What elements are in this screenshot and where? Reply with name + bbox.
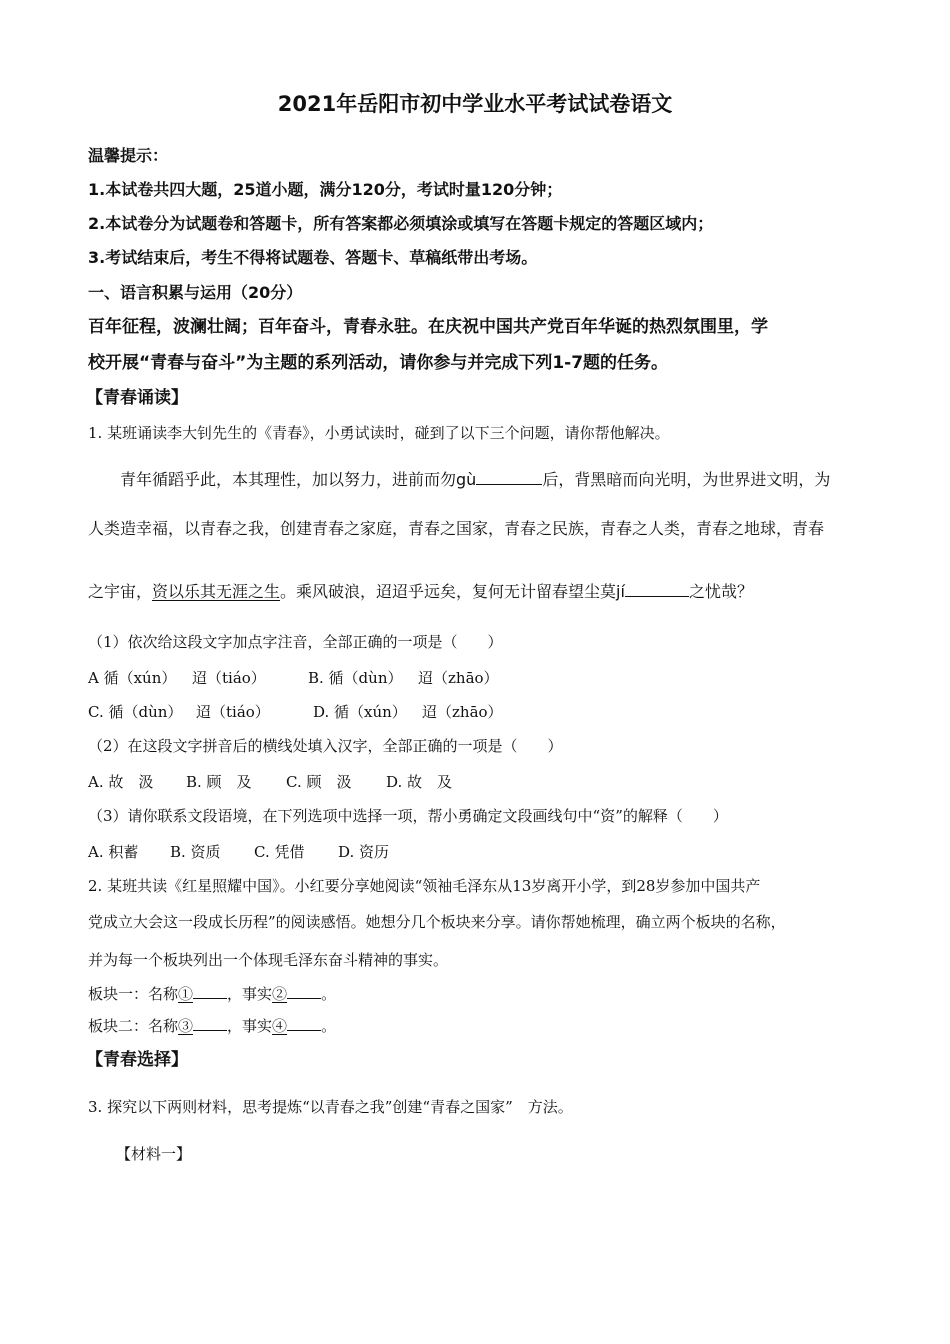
passage-text: 。乘风破浪，迢迢乎远矣，复何无计留春望尘莫jí — [280, 582, 625, 601]
option-d: D. 资历 — [338, 843, 390, 861]
block-row — [88, 984, 336, 1004]
sub-question: （1）依次给这段文字加点字注音，全部正确的一项是（ ） — [88, 633, 503, 651]
option-a: A 循（xún） — [88, 669, 177, 687]
circled-number: ① — [178, 985, 194, 1003]
passage-line — [88, 582, 753, 602]
tip-item: 3.考试结束后，考生不得将试题卷、答题卡、草稿纸带出考场。 — [88, 248, 538, 267]
section-heading: 一、语言积累与运用（20分） — [88, 283, 303, 302]
question-stem-line: 并为每一个板块列出一个体现毛泽东奋斗精神的事实。 — [88, 951, 449, 969]
option-b: B. 循（dùn） — [308, 669, 403, 687]
block-row — [88, 1016, 336, 1036]
circled-number: ③ — [178, 1017, 194, 1035]
question-stem: 3. 探究以下两则材料，思考提炼“以青春之我”创建“青春之国家” 方法。 — [88, 1098, 573, 1116]
passage-text: 青年循蹈乎此，本其理性，加以努力，进前而勿gù — [120, 470, 477, 489]
option-c: C. 凭借 — [254, 843, 305, 861]
option-b: B. 资质 — [170, 843, 221, 861]
option-d-2: 迢（zhāo） — [422, 703, 503, 721]
answer-blank — [193, 1016, 227, 1031]
option-c: C. 顾 汲 — [286, 773, 352, 791]
option-c: C. 循（dùn） — [88, 703, 183, 721]
page-title: 2021年岳阳市初中学业水平考试试卷语文 — [277, 92, 673, 116]
part-heading: 【青春选择】 — [86, 1050, 188, 1070]
option-a: A. 积蓄 — [88, 843, 139, 861]
material-label: 【材料一】 — [116, 1145, 192, 1163]
answer-blank — [287, 1016, 321, 1031]
option-b-2: 迢（zhāo） — [418, 669, 499, 687]
sub-question: （3）请你联系文段语境，在下列选项中选择一项，帮小勇确定文段画线句中“资”的解释（ ） — [88, 807, 728, 825]
block-label: 板块一：名称 — [88, 985, 179, 1003]
block-text: 。 — [321, 985, 337, 1003]
question-stem: 1. 某班诵读李大钊先生的《青春》，小勇试读时，碰到了以下三个问题，请你帮他解决。 — [88, 424, 670, 442]
section-intro-line: 百年征程，波澜壮阔；百年奋斗，青春永驻。在庆祝中国共产党百年华诞的热烈氛围里，学 — [88, 317, 768, 337]
circled-number: ② — [272, 985, 288, 1003]
block-label: 板块二：名称 — [88, 1017, 179, 1035]
tip-item: 2.本试卷分为试题卷和答题卡，所有答案都必须填涂或填写在答题卡规定的答题区域内； — [88, 214, 714, 233]
question-stem-line: 党成立大会这一段成长历程”的阅读感悟。她想分几个板块来分享。请你帮她梳理，确立两个板块的名称， — [88, 913, 786, 931]
option-d: D. 故 及 — [386, 773, 453, 791]
block-text: ，事实 — [227, 985, 273, 1003]
passage-line: 人类造幸福，以青春之我，创建青春之家庭，青春之国家，青春之民族，青春之人类，青春之地球，青春 — [88, 519, 825, 538]
tips-heading: 温馨提示： — [88, 146, 169, 165]
option-row — [88, 668, 499, 688]
part-heading: 【青春诵读】 — [86, 388, 188, 408]
block-text: ，事实 — [227, 1017, 273, 1035]
option-row — [88, 702, 503, 722]
option-d: D. 循（xún） — [313, 703, 407, 721]
passage-text: 之宇宙， — [88, 582, 153, 601]
block-text: 。 — [321, 1017, 337, 1035]
option-row — [88, 842, 389, 862]
option-b: B. 顾 及 — [186, 773, 252, 791]
passage-text: 后，背黑暗而向光明，为世界进文明，为 — [542, 470, 831, 489]
passage-line — [120, 470, 830, 490]
option-a-2: 迢（tiáo） — [192, 669, 266, 687]
option-c-2: 迢（tiáo） — [196, 703, 270, 721]
tip-item: 1.本试卷共四大题，25道小题，满分120分，考试时量120分钟； — [88, 180, 563, 199]
passage-text: 之忧哉？ — [688, 582, 753, 601]
section-intro-line: 校开展“青春与奋斗”为主题的系列活动，请你参与并完成下列1-7题的任务。 — [88, 353, 669, 373]
circled-number: ④ — [272, 1017, 288, 1035]
answer-blank — [193, 984, 227, 999]
answer-blank — [625, 582, 689, 597]
question-stem-line: 2. 某班共读《红星照耀中国》。小红要分享她阅读“领袖毛泽东从13岁离开小学，到28岁参加中国共产 — [88, 877, 761, 895]
option-a: A. 故 汲 — [88, 773, 154, 791]
answer-blank — [476, 470, 542, 485]
answer-blank — [287, 984, 321, 999]
sub-question: （2）在这段文字拼音后的横线处填入汉字，全部正确的一项是（ ） — [88, 737, 563, 755]
underlined-sentence: 资以乐其无涯之生 — [152, 582, 281, 601]
option-row — [88, 772, 452, 792]
